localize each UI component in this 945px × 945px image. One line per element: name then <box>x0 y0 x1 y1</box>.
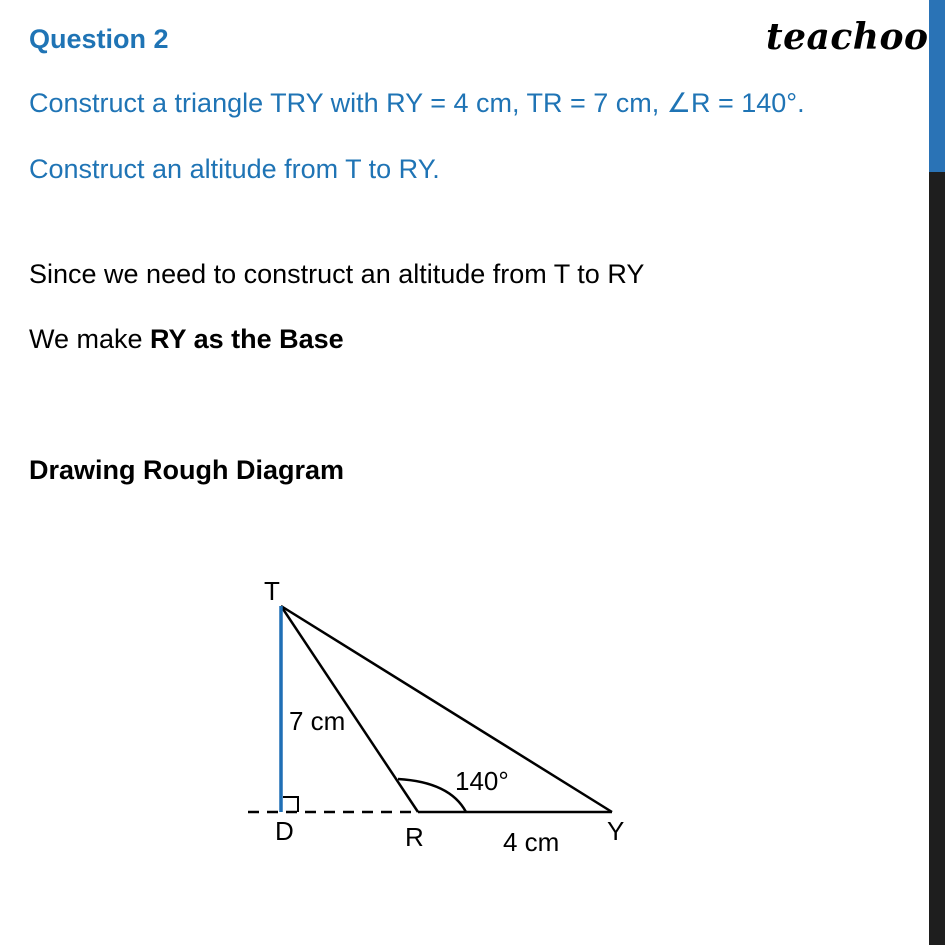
question-text-line-2: Construct an altitude from T to RY. <box>29 154 440 184</box>
angle-R-label: 140° <box>455 766 509 796</box>
side-RY-label: 4 cm <box>503 827 560 857</box>
vertex-label-D: D <box>275 816 294 846</box>
vertex-label-Y: Y <box>607 816 625 846</box>
vertex-label-R: R <box>405 822 424 852</box>
question-label: Question 2 <box>29 24 169 54</box>
vertex-label-T: T <box>264 576 280 606</box>
right-angle-marker <box>283 797 298 812</box>
side-TR-label: 7 cm <box>289 706 346 736</box>
explanation-line-2-prefix: We make <box>29 324 151 354</box>
explanation-line-2-bold: RY as the Base <box>150 324 344 354</box>
question-text-line-1: Construct a triangle TRY with RY = 4 cm, TR = 7 cm, ∠R = 140°. <box>29 88 805 118</box>
brand-logo: teachoo <box>766 16 929 58</box>
explanation-line-1: Since we need to construct an altitude from T to RY <box>29 259 645 289</box>
section-heading: Drawing Rough Diagram <box>29 455 345 485</box>
